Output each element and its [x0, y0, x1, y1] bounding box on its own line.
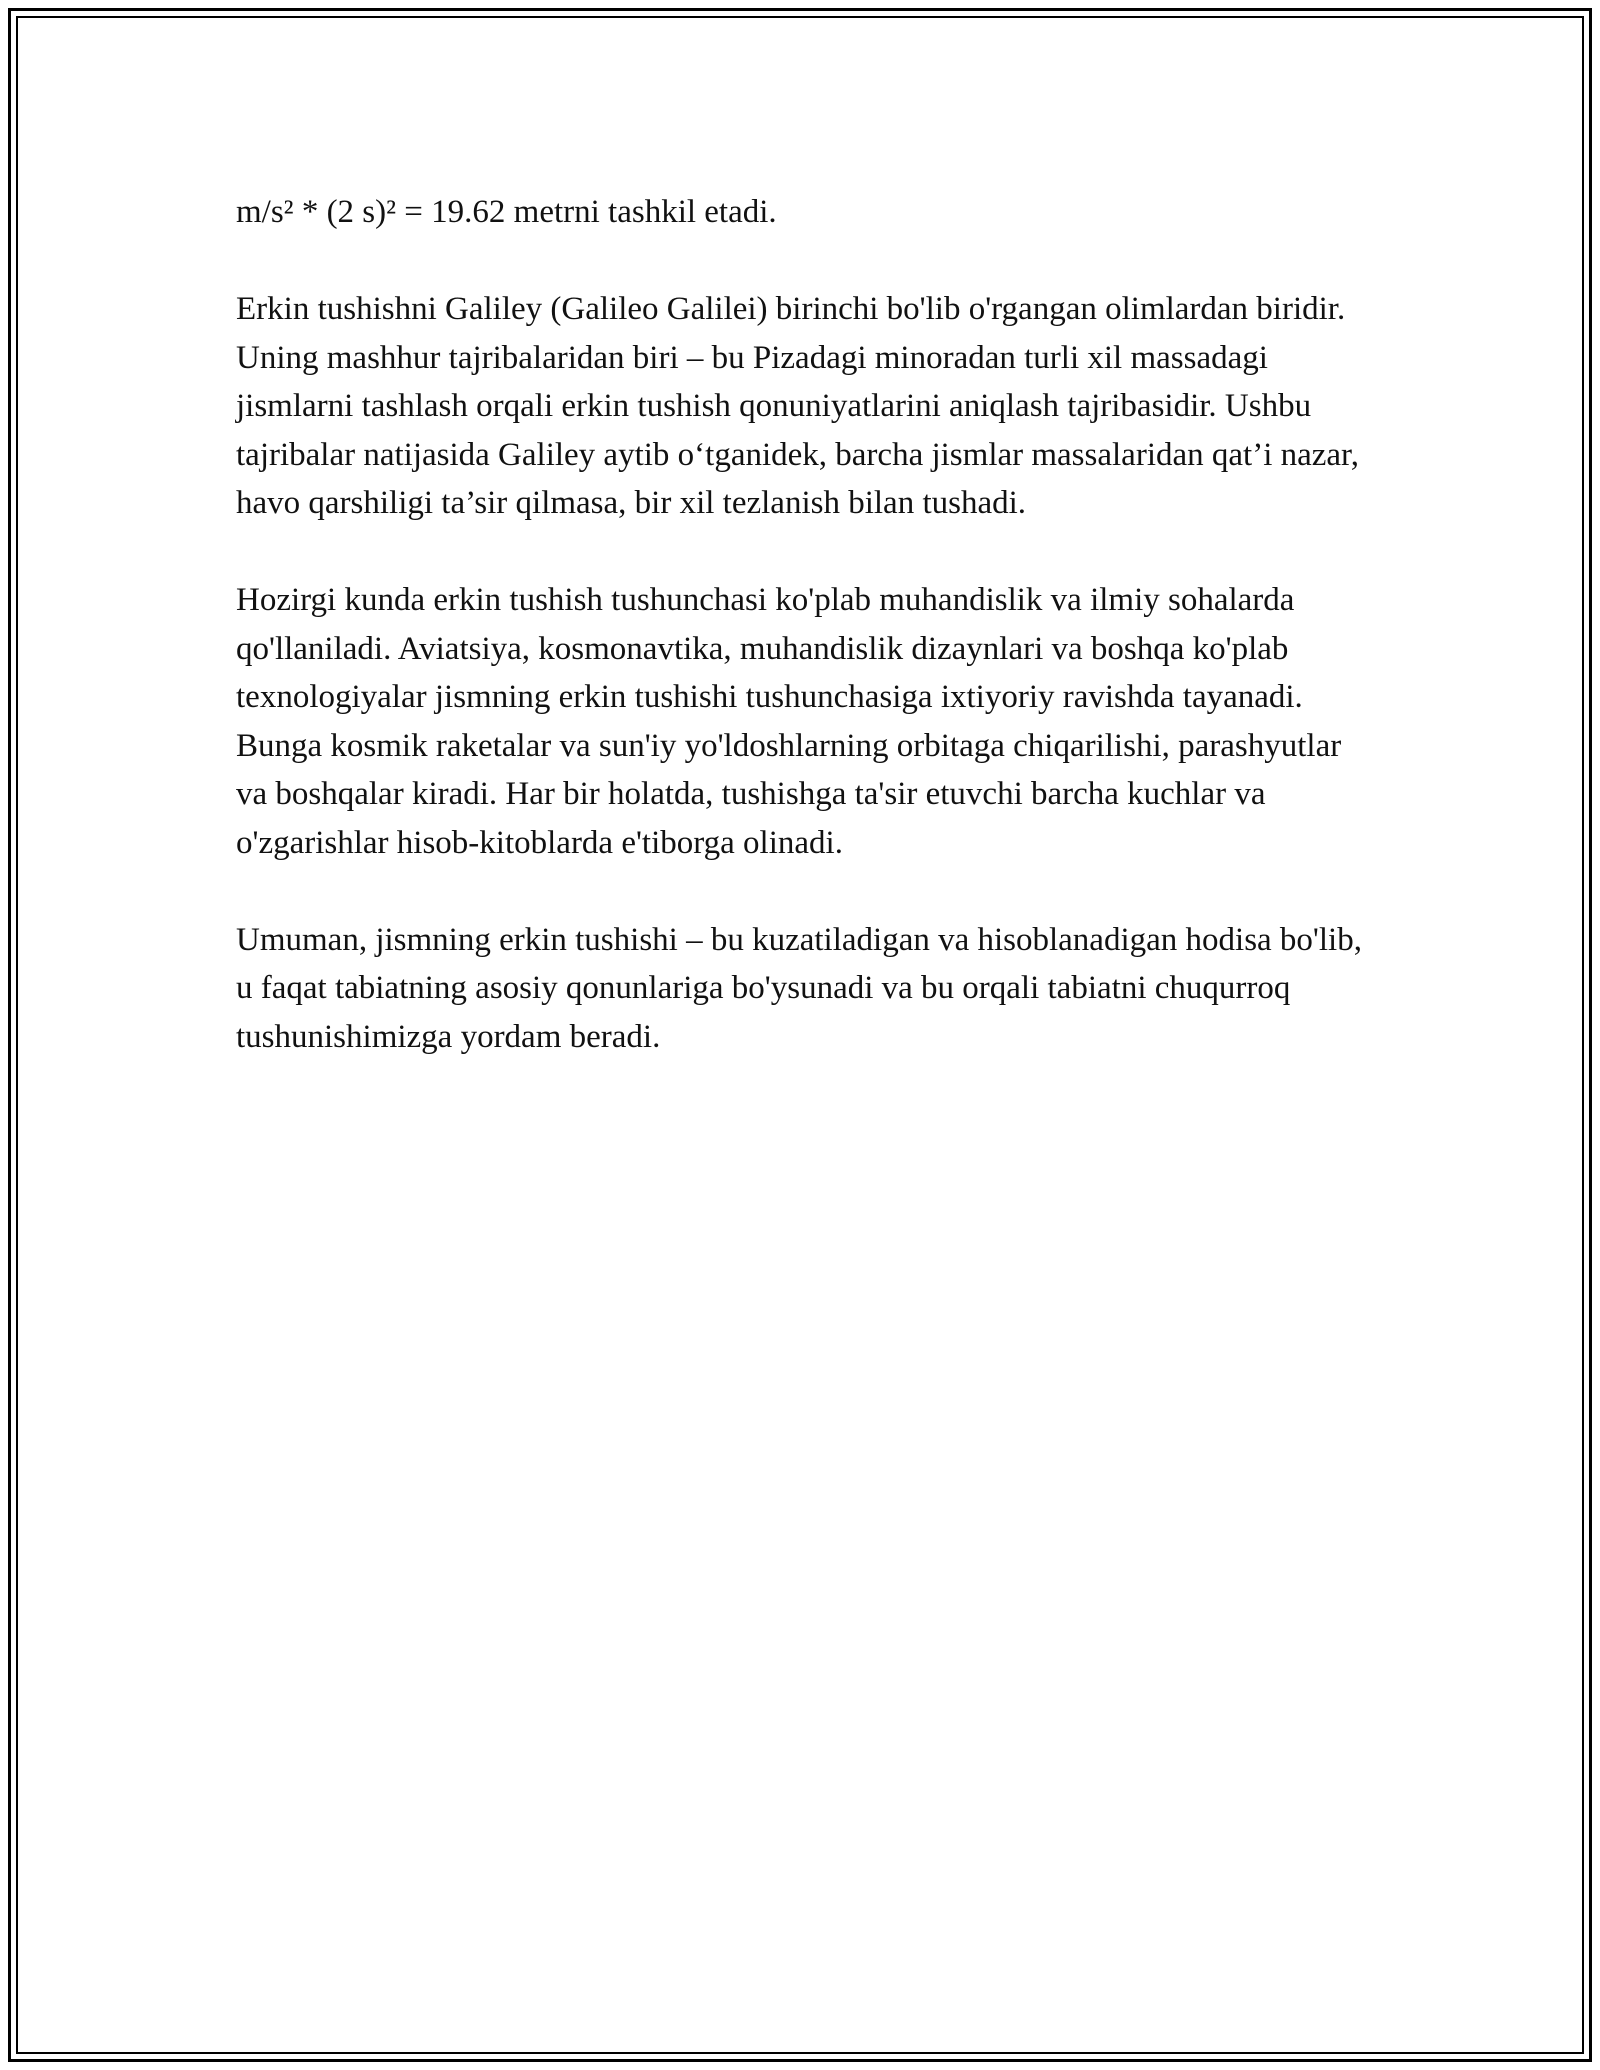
paragraph-formula-result: m/s² * (2 s)² = 19.62 metrni tashkil etadi.: [236, 194, 777, 230]
paragraph-applications: Hozirgi kunda erkin tushish tushunchasi ko'plab muhandislik va ilmiy sohalarda qo'llaniladi. Aviatsiya, kosmonavtika, muhandislik dizaynlari va boshqa ko'plab texnologiyalar jismning erkin tushishi tushunchasiga ixtiyoriy ravishda tayanadi. Bunga kosmik raketalar va sun'iy yo'ldoshlarning orbitaga chiqarilishi, parashyutlar va boshqalar kiradi. Har bir holatda, tushishga ta'sir etuvchi barcha kuchlar va o'zgarishlar hisob-kitoblarda e'tiborga olinadi.: [236, 582, 1342, 861]
document-body: [236, 188, 1366, 1110]
paragraph-conclusion: Umuman, jismning erkin tushishi – bu kuzatiladigan va hisoblanadigan hodisa bo'lib, u faqat tabiatning asosiy qonunlariga bo'ysunadi va bu orqali tabiatni chuqurroq tushunishimizga yordam beradi.: [236, 921, 1362, 1055]
paragraph-galileo: Erkin tushishni Galiley (Galileo Galilei) birinchi bo'lib o'rgangan olimlardan biridir. Uning mashhur tajribalaridan biri – bu Pizadagi minoradan turli xil massadagi jismlarni tashlash orqali erkin tushish qonuniyatlarini aniqlash tajribasidir. Ushbu tajribalar natijasida Galiley aytib o‘tganidek, barcha jismlar massalaridan qat’i nazar, havo qarshiligi ta’sir qilmasa, bir xil tezlanish bilan tushadi.: [236, 291, 1359, 521]
